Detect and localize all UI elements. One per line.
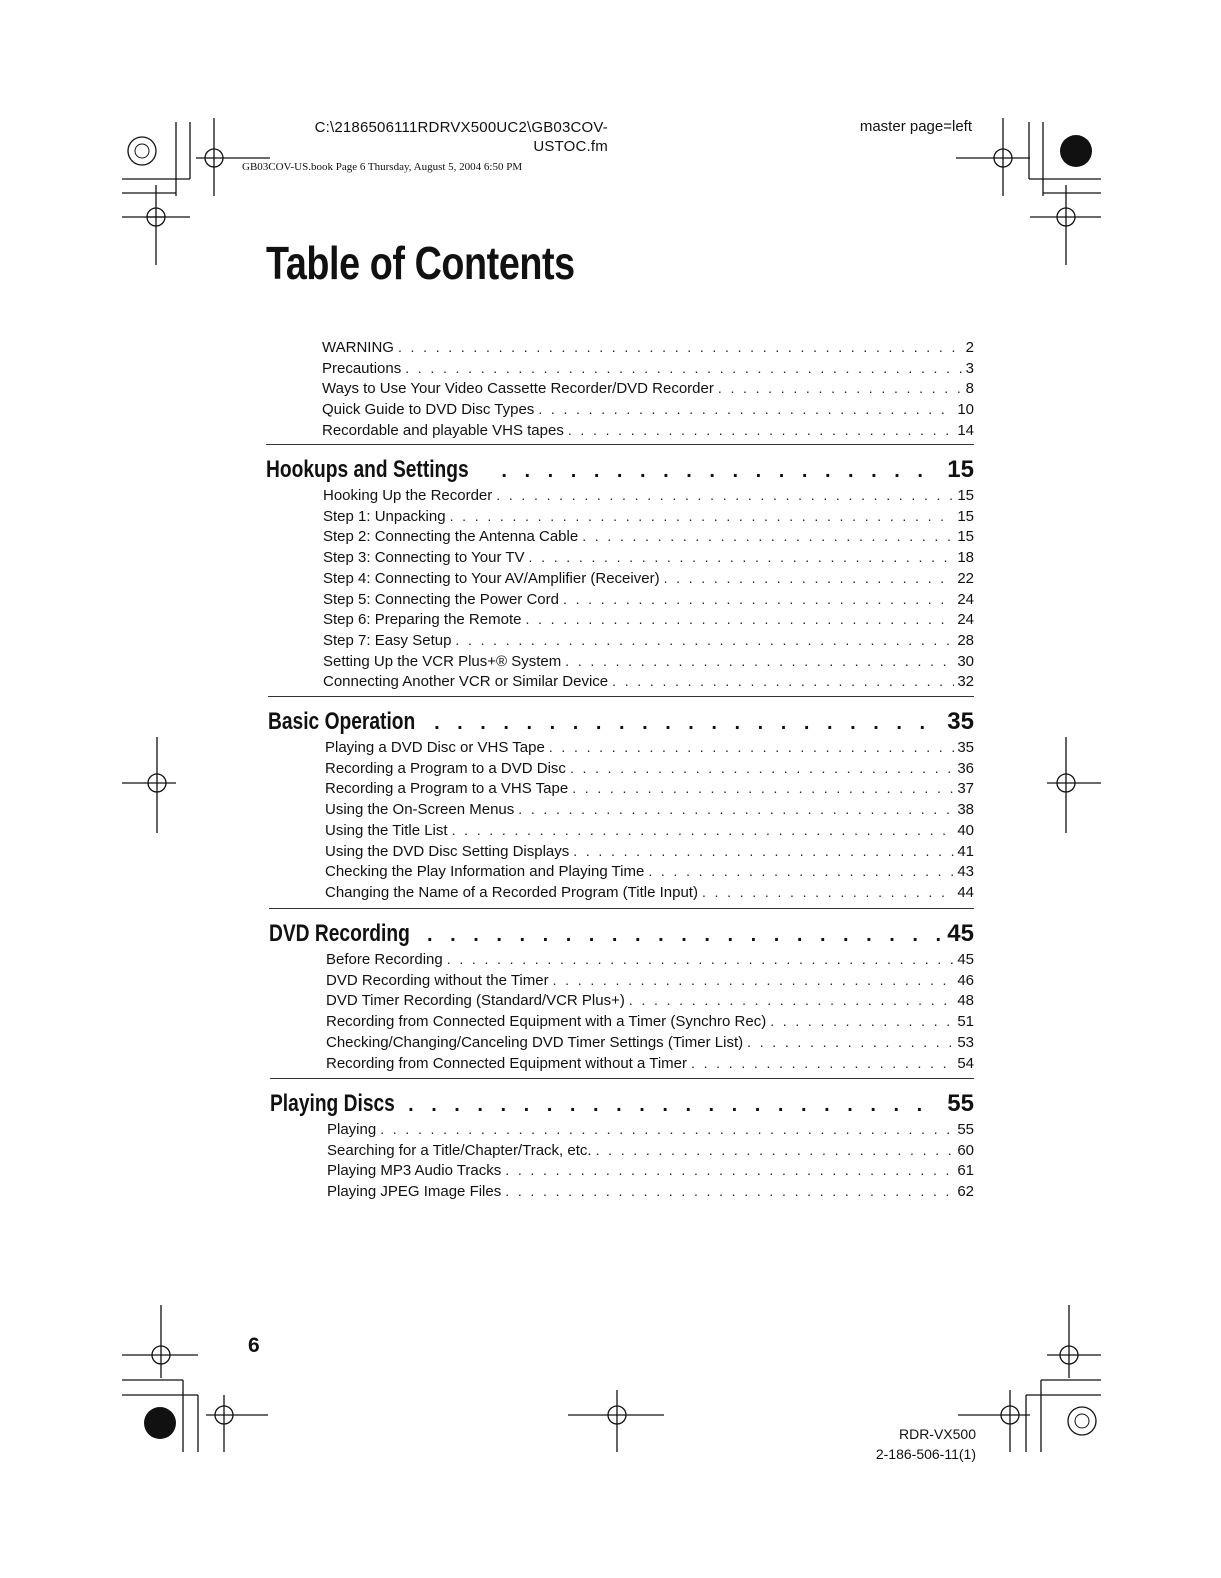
section-divider bbox=[266, 444, 974, 445]
book-info: GB03COV-US.book Page 6 Thursday, August 5, 2004 6:50 PM bbox=[242, 161, 523, 173]
toc-entry bbox=[325, 778, 974, 798]
dot-leader bbox=[568, 420, 954, 440]
footer bbox=[820, 1424, 976, 1464]
toc-entry-page: 45 bbox=[957, 951, 974, 968]
toc-entry-label: Recording from Connected Equipment without a Timer bbox=[326, 1054, 688, 1072]
toc-entry bbox=[323, 568, 974, 588]
toc-entry-page: 36 bbox=[957, 759, 974, 777]
toc-entry-label: Using the On-Screen Menus bbox=[325, 801, 515, 819]
toc-entry-label: Connecting Another VCR or Similar Device bbox=[323, 673, 609, 691]
toc-entry bbox=[323, 526, 974, 546]
toc-entry bbox=[323, 485, 974, 505]
toc-entry-page: 60 bbox=[957, 1141, 974, 1159]
toc-entry bbox=[327, 1119, 974, 1139]
page-title: Table of Contents bbox=[266, 237, 575, 289]
toc-entry-label: Playing a DVD Disc or VHS Tape bbox=[325, 739, 545, 756]
toc-entry-label: Setting Up the VCR Plus+® System bbox=[323, 652, 562, 670]
dot-leader bbox=[563, 589, 954, 609]
dot-leader bbox=[450, 506, 955, 526]
file-path-line2: USTOC.fm bbox=[533, 138, 608, 155]
dot-leader bbox=[501, 457, 941, 485]
section-divider bbox=[269, 908, 974, 909]
toc-entry-label: Playing JPEG Image Files bbox=[327, 1183, 502, 1201]
dot-leader bbox=[702, 882, 954, 902]
toc-entry-label: DVD Recording without the Timer bbox=[326, 971, 549, 989]
toc-entry-page: 18 bbox=[957, 549, 974, 567]
master-page-label: master page=left bbox=[859, 118, 972, 135]
toc-entry bbox=[326, 1053, 974, 1073]
section-divider bbox=[268, 696, 974, 697]
toc-entry-page: 38 bbox=[957, 801, 974, 819]
dot-leader bbox=[573, 841, 954, 861]
toc-entry-label: Checking/Changing/Canceling DVD Timer Settings (Timer List) bbox=[326, 1033, 744, 1051]
toc-entry-label: WARNING bbox=[322, 339, 394, 356]
dot-leader bbox=[648, 861, 954, 881]
dot-leader bbox=[452, 820, 955, 840]
toc-entry-page: 32 bbox=[957, 673, 974, 691]
toc-entry-page: 43 bbox=[957, 863, 974, 881]
toc-entry-page: 61 bbox=[957, 1162, 974, 1180]
dot-leader bbox=[505, 1160, 954, 1180]
toc-entry bbox=[327, 1160, 974, 1180]
dot-leader bbox=[455, 630, 954, 650]
toc-entry-label: Step 6: Preparing the Remote bbox=[323, 611, 522, 629]
toc-entry bbox=[322, 399, 974, 419]
toc-entry-page: 51 bbox=[957, 1013, 974, 1031]
toc-entry-label: Step 2: Connecting the Antenna Cable bbox=[323, 528, 579, 546]
dot-leader bbox=[549, 737, 954, 757]
toc-entry-page: 46 bbox=[957, 971, 974, 989]
toc-entry-page: 3 bbox=[965, 359, 974, 377]
toc-entry-page: 14 bbox=[957, 421, 974, 439]
footer-model: RDR-VX500 bbox=[898, 1426, 976, 1442]
toc-entry-label: Recording a Program to a VHS Tape bbox=[325, 780, 569, 798]
toc-entry-page: 10 bbox=[957, 401, 974, 419]
toc-entry-page: 44 bbox=[957, 883, 974, 901]
toc-entry bbox=[325, 841, 974, 861]
dot-leader bbox=[398, 337, 963, 357]
toc-entry bbox=[325, 861, 974, 881]
section-page: 55 bbox=[947, 1090, 974, 1117]
toc-entry-page: 55 bbox=[957, 1121, 974, 1138]
toc-entry-page: 30 bbox=[957, 652, 974, 670]
toc-entry-label: DVD Timer Recording (Standard/VCR Plus+) bbox=[326, 992, 625, 1010]
dot-leader bbox=[408, 1091, 941, 1119]
toc-entry-page: 37 bbox=[957, 780, 974, 798]
dot-leader bbox=[405, 358, 962, 378]
dot-leader bbox=[770, 1011, 954, 1031]
toc-entry-label: Playing bbox=[327, 1121, 377, 1138]
page-number: 6 bbox=[248, 1334, 260, 1357]
toc-entry bbox=[326, 990, 974, 1010]
toc-entry bbox=[322, 358, 974, 378]
dot-leader bbox=[570, 758, 954, 778]
toc-entry-label: Before Recording bbox=[326, 951, 443, 968]
toc-entry-page: 15 bbox=[957, 528, 974, 546]
toc-entry-label: Recording from Connected Equipment with a Timer (Synchro Rec) bbox=[326, 1013, 767, 1031]
toc-entry-page: 8 bbox=[965, 380, 974, 398]
section-page: 15 bbox=[947, 456, 974, 483]
toc-entry bbox=[327, 1140, 974, 1160]
toc-entry-label: Precautions bbox=[322, 359, 402, 377]
footer-code: 2-186-506-11(1) bbox=[875, 1446, 976, 1462]
file-path-line1: C:\2186506111RDRVX500UC2\GB03COV- bbox=[314, 119, 608, 136]
dot-leader bbox=[572, 778, 954, 798]
toc-entry bbox=[323, 609, 974, 629]
toc-entry-page: 53 bbox=[957, 1033, 974, 1051]
dot-leader bbox=[529, 547, 955, 567]
dot-leader bbox=[565, 651, 954, 671]
toc-entry-page: 24 bbox=[957, 611, 974, 629]
dot-leader bbox=[612, 671, 954, 691]
dot-leader bbox=[596, 1140, 955, 1160]
toc-entry-label: Searching for a Title/Chapter/Track, etc. bbox=[327, 1141, 592, 1159]
toc-entry bbox=[323, 506, 974, 526]
dot-leader bbox=[496, 485, 954, 505]
toc-entry bbox=[326, 970, 974, 990]
toc-section-heading bbox=[270, 1090, 974, 1118]
section-title: Playing Discs bbox=[270, 1090, 395, 1117]
section-title: DVD Recording bbox=[269, 920, 410, 947]
toc-entry-label: Step 1: Unpacking bbox=[323, 507, 446, 525]
dot-leader bbox=[505, 1181, 954, 1201]
toc-entry-label: Using the DVD Disc Setting Displays bbox=[325, 842, 570, 860]
dot-leader bbox=[434, 709, 941, 737]
toc-entry bbox=[323, 630, 974, 650]
toc-entry-page: 15 bbox=[957, 487, 974, 504]
toc-entry-page: 22 bbox=[957, 569, 974, 587]
dot-leader bbox=[553, 970, 955, 990]
dot-leader bbox=[518, 799, 954, 819]
toc-entry bbox=[323, 547, 974, 567]
toc-entry-page: 35 bbox=[957, 739, 974, 756]
toc-entry-label: Step 7: Easy Setup bbox=[323, 631, 452, 649]
toc-entry-label: Ways to Use Your Video Cassette Recorder/DVD Recorder bbox=[322, 380, 714, 398]
toc-entry-label: Quick Guide to DVD Disc Types bbox=[322, 401, 535, 419]
toc-entry-label: Step 3: Connecting to Your TV bbox=[323, 549, 525, 567]
dot-leader bbox=[427, 921, 941, 949]
toc-entry bbox=[322, 378, 974, 398]
dot-leader bbox=[629, 990, 954, 1010]
toc-entry-page: 2 bbox=[965, 339, 974, 356]
toc-entry-label: Recordable and playable VHS tapes bbox=[322, 421, 564, 439]
toc-section-heading bbox=[266, 456, 974, 484]
dot-leader bbox=[447, 949, 955, 969]
toc-entry bbox=[325, 758, 974, 778]
dot-leader bbox=[718, 378, 963, 398]
toc-entry-label: Step 4: Connecting to Your AV/Amplifier (Receiver) bbox=[323, 569, 660, 587]
dot-leader bbox=[380, 1119, 954, 1139]
toc-entry bbox=[325, 737, 974, 757]
toc-entry bbox=[327, 1181, 974, 1201]
toc-entry-label: Playing MP3 Audio Tracks bbox=[327, 1162, 502, 1180]
toc-entry-page: 62 bbox=[957, 1183, 974, 1201]
toc-entry-label: Changing the Name of a Recorded Program (Title Input) bbox=[325, 883, 698, 901]
toc-entry bbox=[322, 420, 974, 440]
section-page: 35 bbox=[947, 708, 974, 735]
toc-entry bbox=[322, 337, 974, 357]
section-divider bbox=[270, 1078, 974, 1079]
section-title: Hookups and Settings bbox=[266, 456, 469, 483]
toc-entry bbox=[325, 820, 974, 840]
dot-leader bbox=[747, 1032, 954, 1052]
toc-entry bbox=[323, 671, 974, 691]
dot-leader bbox=[582, 526, 954, 546]
toc-entry-label: Recording a Program to a DVD Disc bbox=[325, 759, 566, 777]
toc-entry-label: Checking the Play Information and Playing Time bbox=[325, 863, 645, 881]
toc-entry bbox=[323, 651, 974, 671]
toc-entry bbox=[326, 1011, 974, 1031]
dot-leader bbox=[525, 609, 954, 629]
toc-section-heading bbox=[269, 920, 974, 948]
toc-entry-page: 48 bbox=[957, 992, 974, 1010]
toc-entry-page: 54 bbox=[957, 1054, 974, 1072]
toc-entry-page: 15 bbox=[957, 507, 974, 525]
section-title: Basic Operation bbox=[268, 708, 416, 735]
toc-entry-label: Hooking Up the Recorder bbox=[323, 487, 493, 504]
toc-entry bbox=[326, 1032, 974, 1052]
section-page: 45 bbox=[947, 920, 974, 947]
toc-entry-page: 41 bbox=[957, 842, 974, 860]
dot-leader bbox=[538, 399, 954, 419]
dot-leader bbox=[664, 568, 955, 588]
toc-section-heading bbox=[268, 708, 974, 736]
dot-leader bbox=[691, 1053, 954, 1073]
toc-entry bbox=[325, 799, 974, 819]
toc-entry-page: 24 bbox=[957, 590, 974, 608]
file-path bbox=[250, 118, 608, 156]
toc-entry bbox=[325, 882, 974, 902]
toc-entry-page: 40 bbox=[957, 821, 974, 839]
toc-entry-label: Step 5: Connecting the Power Cord bbox=[323, 590, 559, 608]
toc-entry bbox=[326, 949, 974, 969]
toc-entry-label: Using the Title List bbox=[325, 821, 448, 839]
toc-entry bbox=[323, 589, 974, 609]
toc-entry-page: 28 bbox=[957, 631, 974, 649]
